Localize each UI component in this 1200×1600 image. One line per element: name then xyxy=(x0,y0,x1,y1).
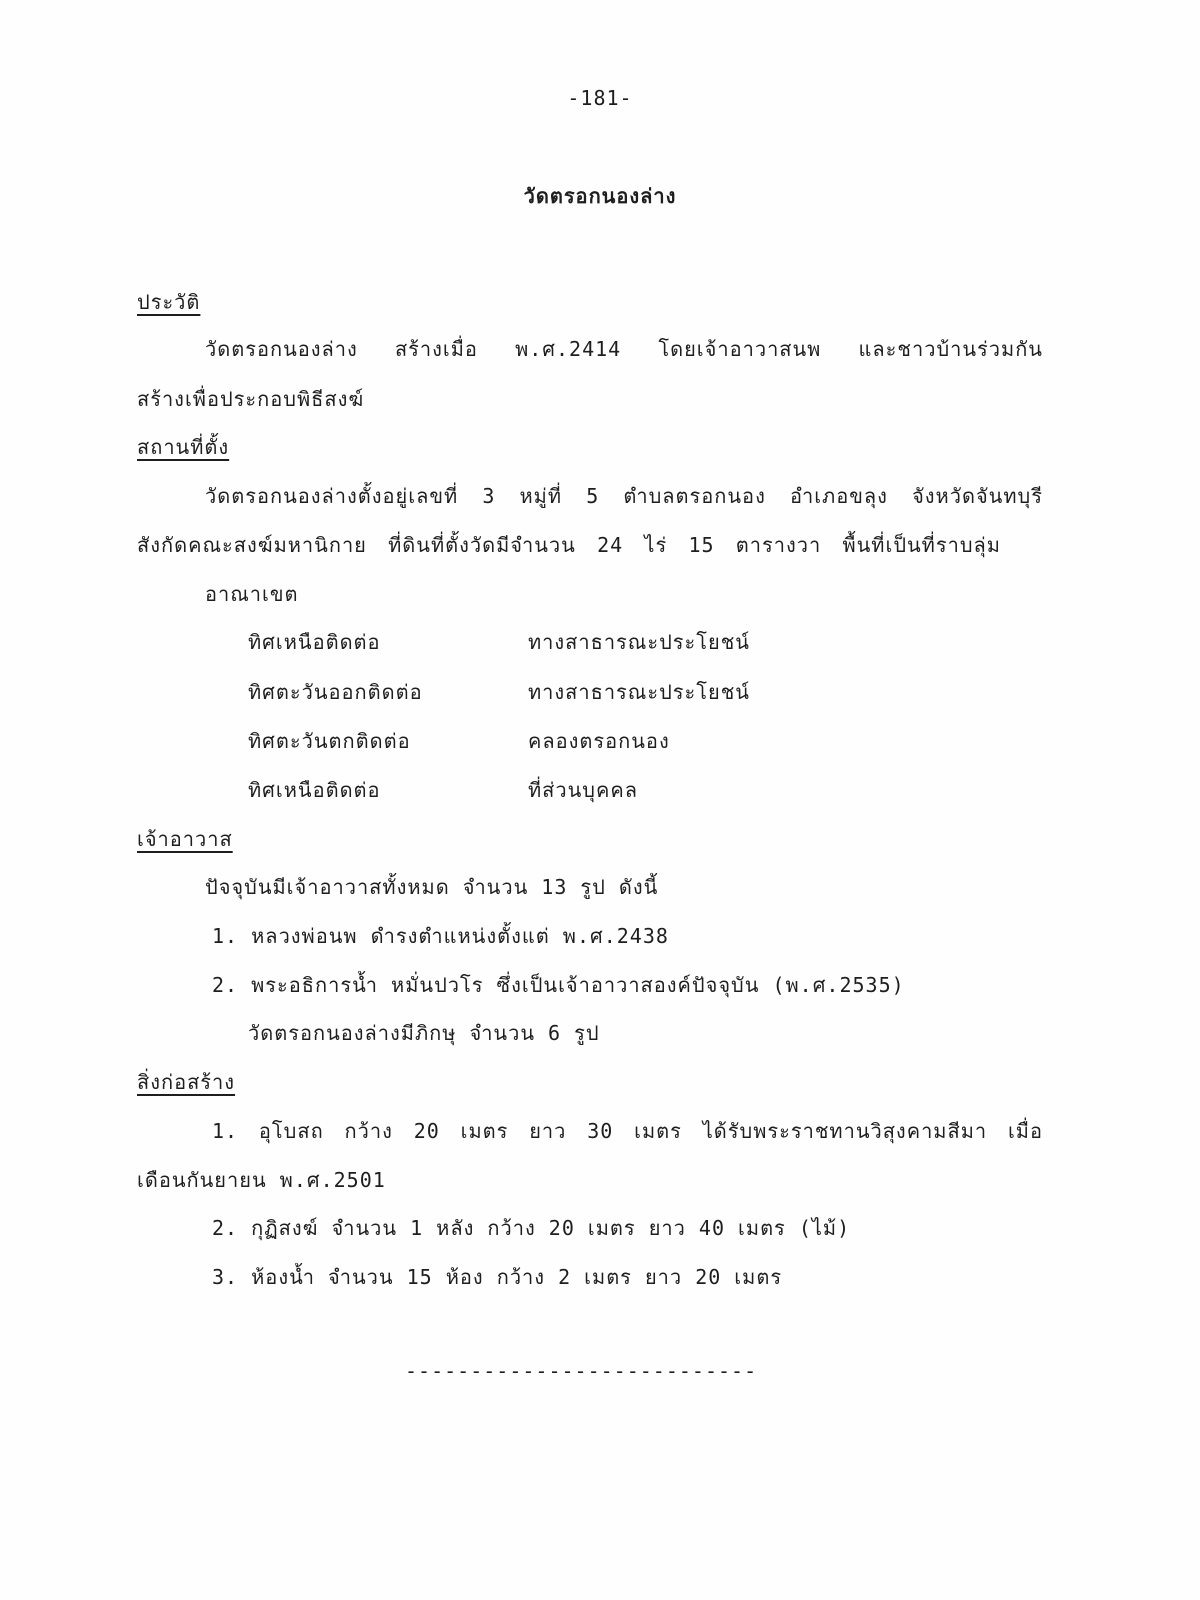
history-word: วัดตรอกนองล่าง xyxy=(205,337,358,361)
history-word: โดยเจ้าอาวาสนพ xyxy=(658,337,822,361)
building-word: ได้รับพระราชทานวิสุงคามสีมา xyxy=(702,1119,988,1143)
building-word: 20 xyxy=(413,1119,440,1143)
building-word: กว้าง xyxy=(344,1119,393,1143)
building-item-2: 2. กุฏิสงฆ์ จำนวน 1 หลัง กว้าง 20 เมตร ยาว 40 เมตร (ไม้) xyxy=(212,1216,851,1240)
abbots-heading: เจ้าอาวาส xyxy=(137,827,233,851)
location-word: 5 xyxy=(586,484,600,508)
location-word: พื้นที่เป็นที่ราบลุ่ม xyxy=(842,533,1001,557)
boundary-label: อาณาเขต xyxy=(205,582,299,606)
boundary-neighbor: ที่ส่วนบุคคล xyxy=(528,778,639,802)
location-word: ไร่ xyxy=(644,533,668,557)
location-word: ที่ดินที่ตั้งวัดมีจำนวน xyxy=(388,533,576,557)
location-paragraph-line2 xyxy=(137,531,1001,559)
location-word: ตำบลตรอกนอง xyxy=(623,484,766,508)
abbot-item: 1. หลวงพ่อนพ ดำรงตำแหน่งตั้งแต่ พ.ศ.2438 xyxy=(212,924,669,948)
history-heading: ประวัติ xyxy=(137,290,201,314)
monks-count: วัดตรอกนองล่างมีภิกษุ จำนวน 6 รูป xyxy=(248,1021,600,1045)
location-heading: สถานที่ตั้ง xyxy=(137,435,230,459)
building-item-1-line1 xyxy=(212,1117,1043,1145)
building-word: 1. xyxy=(212,1119,239,1143)
location-word: วัดตรอกนองล่างตั้งอยู่เลขที่ xyxy=(205,484,459,508)
location-word: 3 xyxy=(482,484,496,508)
history-word: พ.ศ.2414 xyxy=(515,337,622,361)
history-paragraph-line1 xyxy=(205,335,1043,363)
building-item-1-line2: เดือนกันยายน พ.ศ.2501 xyxy=(137,1168,386,1192)
abbot-item: 2. พระอธิการน้ำ หมั่นปวโร ซึ่งเป็นเจ้าอาวาสองค์ปัจจุบัน (พ.ศ.2535) xyxy=(212,973,905,997)
building-word: เมื่อ xyxy=(1007,1119,1043,1143)
location-paragraph-line1 xyxy=(205,482,1043,510)
building-word: เมตร xyxy=(460,1119,509,1143)
boundary-neighbor: ทางสาธารณะประโยชน์ xyxy=(528,680,750,704)
building-word: อุโบสถ xyxy=(258,1119,324,1143)
building-item-3: 3. ห้องน้ำ จำนวน 15 ห้อง กว้าง 2 เมตร ยาว 20 เมตร xyxy=(212,1265,783,1289)
building-word: ยาว xyxy=(529,1119,567,1143)
boundary-direction: ทิศเหนือติดต่อ xyxy=(248,630,381,654)
boundary-direction: ทิศตะวันตกติดต่อ xyxy=(248,729,411,753)
boundary-neighbor: ทางสาธารณะประโยชน์ xyxy=(528,630,750,654)
footer-rule: --------------------------- xyxy=(405,1359,758,1383)
page-number: -181- xyxy=(567,86,633,110)
buildings-heading: สิ่งก่อสร้าง xyxy=(137,1070,236,1094)
history-paragraph-line2: สร้างเพื่อประกอบพิธีสงฆ์ xyxy=(137,387,365,411)
location-word: อำเภอขลุง xyxy=(789,484,888,508)
building-word: เมตร xyxy=(634,1119,682,1143)
location-word: ตารางวา xyxy=(735,533,822,557)
abbots-intro: ปัจจุบันมีเจ้าอาวาสทั้งหมด จำนวน 13 รูป ดังนี้ xyxy=(205,875,659,899)
building-word: 30 xyxy=(587,1119,614,1143)
boundary-direction: ทิศตะวันออกติดต่อ xyxy=(248,680,423,704)
location-word: จังหวัดจันทบุรี xyxy=(912,484,1043,508)
location-word: สังกัดคณะสงฆ์มหานิกาย xyxy=(137,533,367,557)
page-title: วัดตรอกนองล่าง xyxy=(523,184,677,208)
history-word: สร้างเมื่อ xyxy=(394,337,478,361)
location-word: 15 xyxy=(688,533,715,557)
history-word: และชาวบ้านร่วมกัน xyxy=(858,337,1043,361)
location-word: หมู่ที่ xyxy=(519,484,563,508)
location-word: 24 xyxy=(597,533,624,557)
boundary-direction: ทิศเหนือติดต่อ xyxy=(248,778,381,802)
boundary-neighbor: คลองตรอกนอง xyxy=(528,729,670,753)
